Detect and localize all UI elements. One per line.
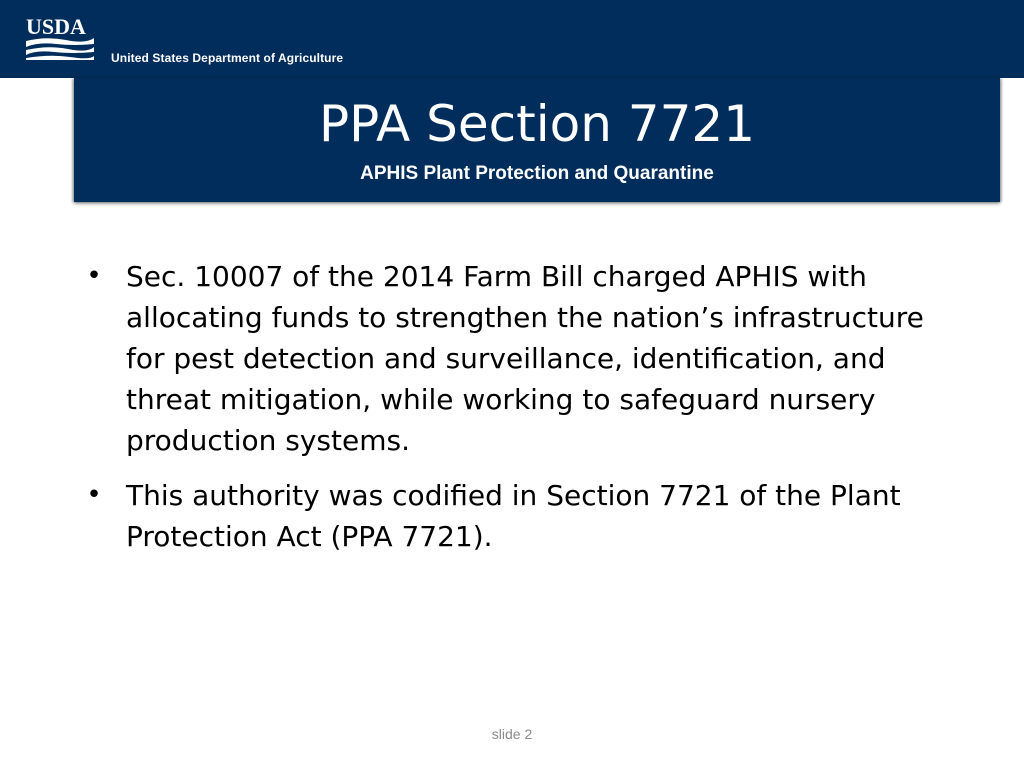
bullet-item (84, 256, 934, 461)
bullet-text: This authority was codified in Section 7721 of the Plant Protection Act (PPA 7721). (126, 479, 901, 553)
bullet-text: Sec. 10007 of the 2014 Farm Bill charged APHIS with allocating funds to strengthen the nation’s infrastructure for pest detection and surveillance, identification, and threat mitigation, while working to safeguard nursery production systems. (126, 260, 924, 457)
slide-subtitle: APHIS Plant Protection and Quarantine (360, 163, 714, 184)
bullet-list (84, 256, 934, 571)
header-bar (0, 0, 1024, 78)
usda-logo (26, 14, 96, 62)
slide-title: PPA Section 7721 (318, 95, 756, 153)
usda-logo-text: USDA (26, 14, 86, 39)
slide-number: slide 2 (491, 726, 533, 742)
bullet-icon: • (86, 480, 102, 510)
bullet-item (84, 475, 934, 557)
agency-name: United States Department of Agriculture (111, 51, 344, 65)
title-panel (74, 78, 1000, 202)
bullet-icon: • (86, 261, 102, 291)
